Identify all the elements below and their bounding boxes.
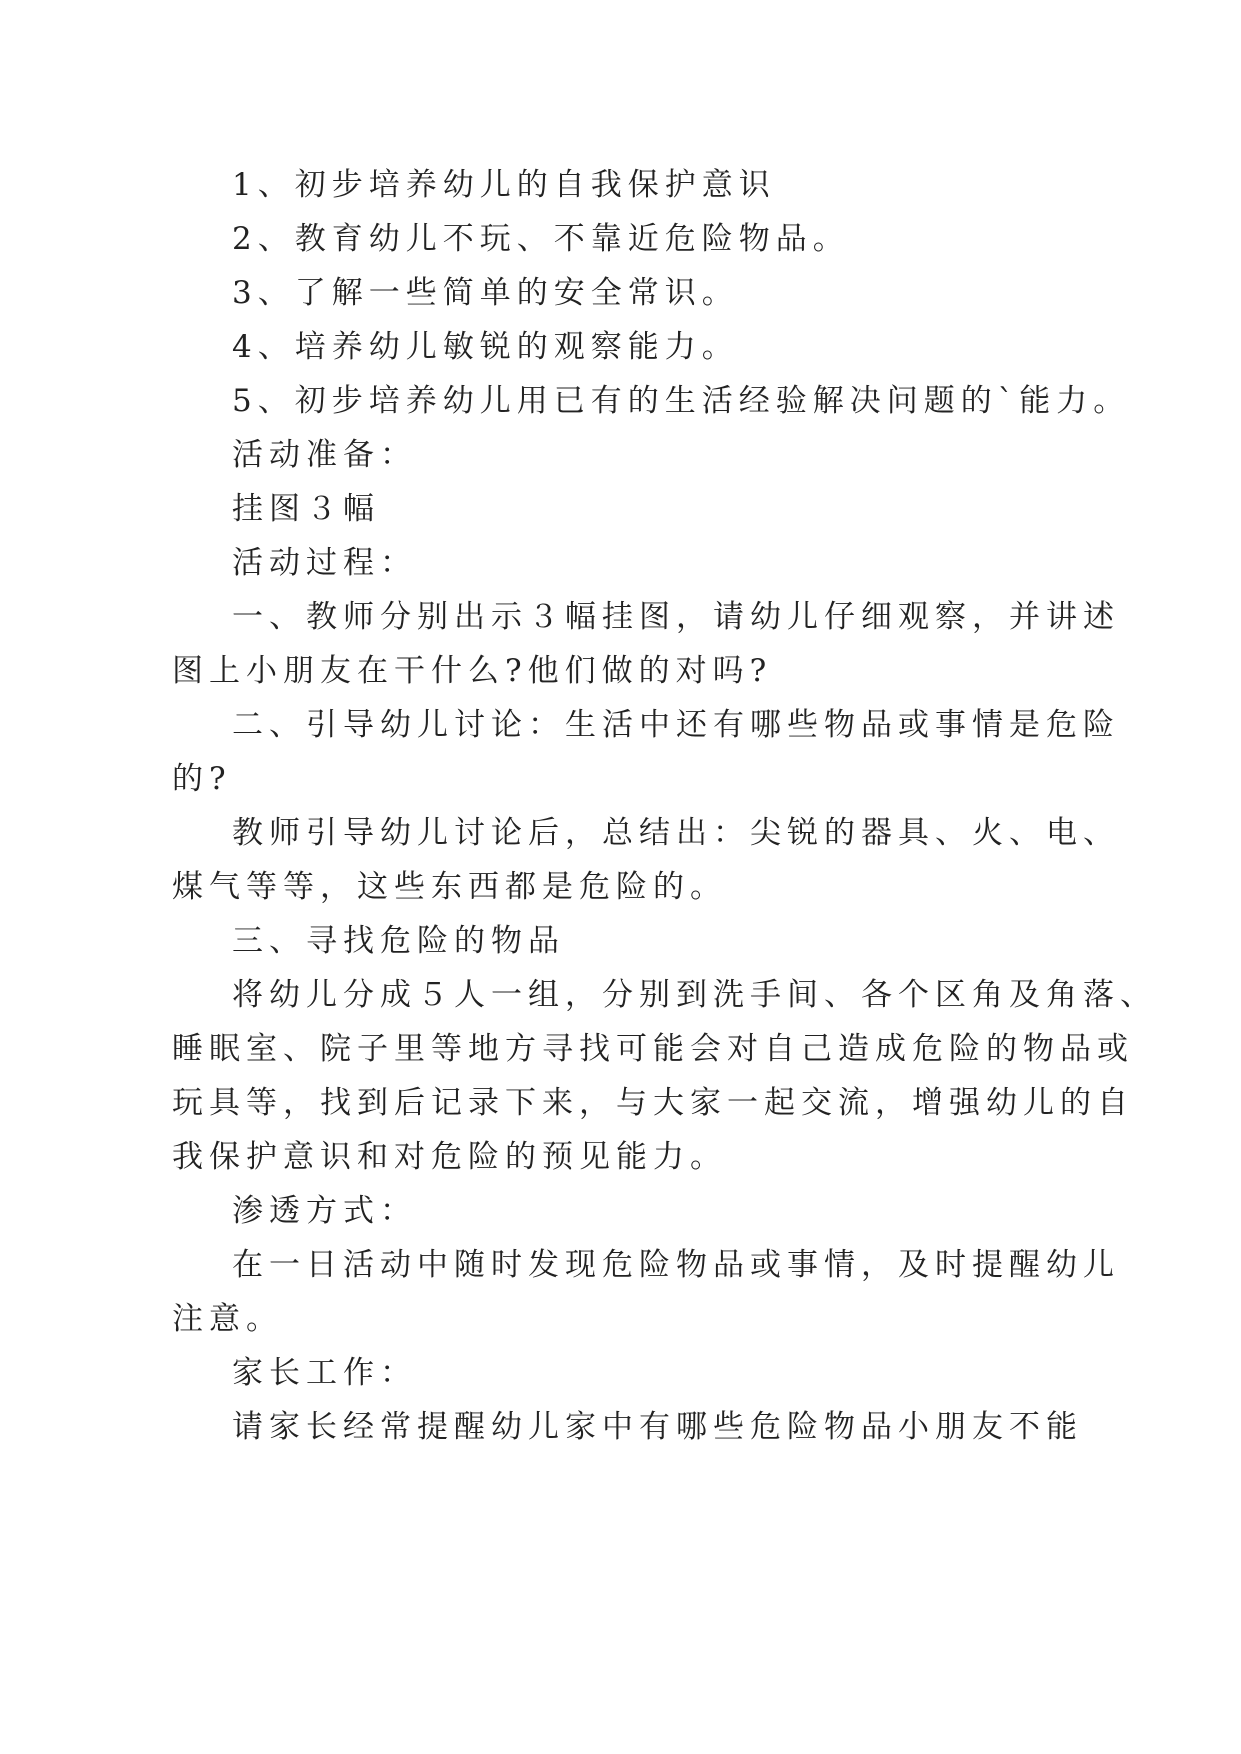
objective-1: 1、初步培养幼儿的自我保护意识 — [232, 167, 776, 203]
infiltration-line-2: 注意。 — [172, 1301, 283, 1337]
process-step-2-line-2: 的? — [172, 761, 232, 797]
teacher-summary-line-1: 教师引导幼儿讨论后，总结出：尖锐的器具、火、电、 — [232, 815, 1120, 851]
objective-3: 3、了解一些简单的安全常识。 — [232, 275, 739, 311]
process-step-3-line-1: 将幼儿分成５人一组，分别到洗手间、各个区角及角落、 — [232, 977, 1157, 1013]
process-step-3-title: 三、寻找危险的物品 — [232, 923, 565, 959]
preparation-item: 挂图３幅 — [232, 491, 380, 527]
heading-infiltration-method: 渗透方式： — [232, 1193, 417, 1229]
process-step-1-line-2: 图上小朋友在干什么?他们做的对吗? — [172, 653, 773, 689]
objective-5: 5、初步培养幼儿用已有的生活经验解决问题的`能力。 — [232, 383, 1131, 419]
heading-parent-work: 家长工作： — [232, 1355, 417, 1391]
objective-4: 4、培养幼儿敏锐的观察能力。 — [232, 329, 739, 365]
process-step-3-line-4: 我保护意识和对危险的预见能力。 — [172, 1139, 727, 1175]
teacher-summary-line-2: 煤气等等，这些东西都是危险的。 — [172, 869, 727, 905]
process-step-3-line-3: 玩具等，找到后记录下来，与大家一起交流，增强幼儿的自 — [172, 1085, 1134, 1121]
process-step-1-line-1: 一、教师分别出示３幅挂图，请幼儿仔细观察，并讲述 — [232, 599, 1120, 635]
objective-2: 2、教育幼儿不玩、不靠近危险物品。 — [232, 221, 850, 257]
parent-work-line-1: 请家长经常提醒幼儿家中有哪些危险物品小朋友不能 — [232, 1409, 1083, 1445]
heading-activity-process: 活动过程： — [232, 545, 417, 581]
process-step-2-line-1: 二、引导幼儿讨论：生活中还有哪些物品或事情是危险 — [232, 707, 1120, 743]
process-step-3-line-2: 睡眠室、院子里等地方寻找可能会对自己造成危险的物品或 — [172, 1031, 1134, 1067]
infiltration-line-1: 在一日活动中随时发现危险物品或事情，及时提醒幼儿 — [232, 1247, 1120, 1283]
heading-activity-preparation: 活动准备： — [232, 437, 417, 473]
